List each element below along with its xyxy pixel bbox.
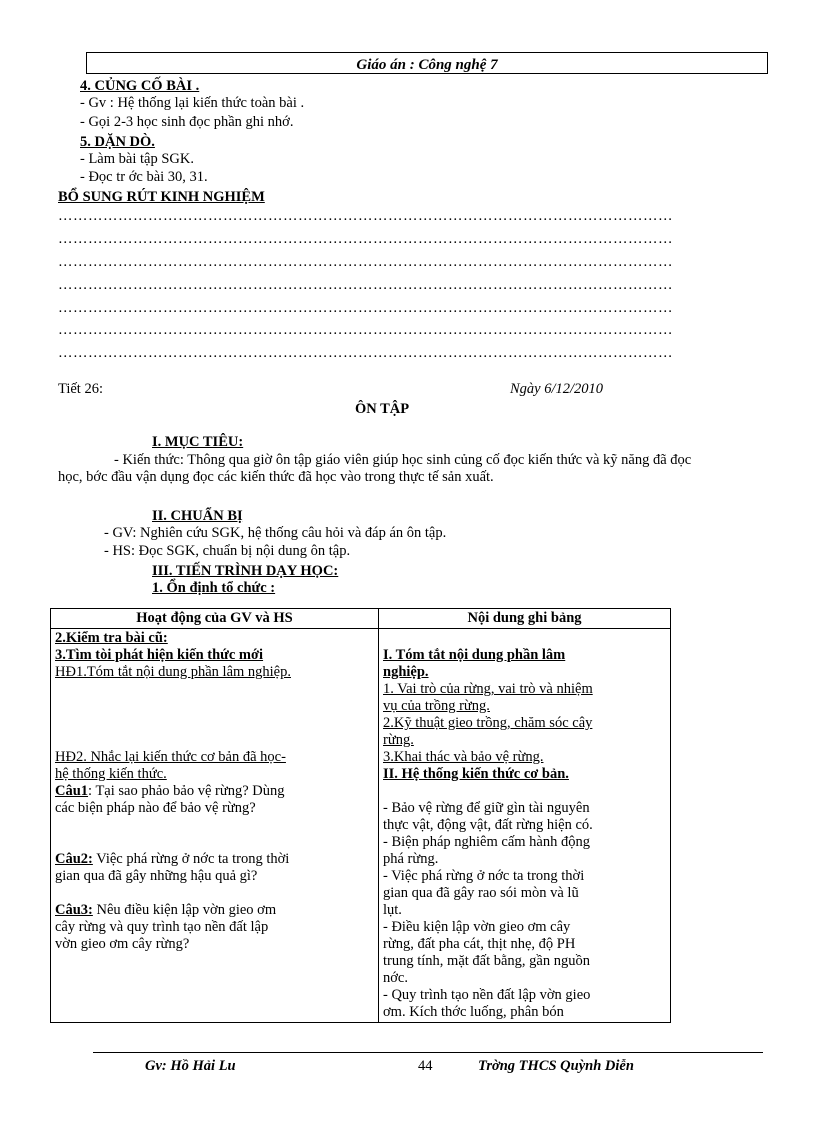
footer-divider bbox=[93, 1052, 763, 1053]
hd1-label: HĐ1.Tóm tắt nội dung phần lâm nghiệp. bbox=[55, 664, 291, 680]
lesson-number: Tiết 26: bbox=[58, 381, 103, 397]
table-header-row bbox=[51, 609, 671, 629]
section1-heading-2: nghiệp. bbox=[383, 664, 429, 680]
chuan-bi-item-2: - HS: Đọc SGK, chuẩn bị nội dung ôn tập. bbox=[104, 543, 351, 559]
answer5-line-1: - Quy trình tạo nền đất lập vờn gieo bbox=[383, 987, 591, 1003]
table-row bbox=[51, 629, 671, 1023]
dan-do-item-2: - Đọc tr ớc bài 30, 31. bbox=[80, 169, 208, 185]
tien-trinh-heading: III. TIẾN TRÌNH DẠY HỌC: bbox=[152, 563, 339, 579]
muc-tieu-heading: I. MỤC TIÊU: bbox=[152, 434, 244, 450]
answer3-line-2: gian qua đã gây rao sói mòn và lũ bbox=[383, 885, 579, 901]
cau1-label: Câu1 bbox=[55, 783, 89, 799]
cau1-text: : Tại sao phảo bảo vệ rừng? Dùng bbox=[88, 783, 285, 799]
cau2-line-2: gian qua đã gây những hậu quả gì? bbox=[55, 868, 258, 884]
item1-line-1: 1. Vai trò của rừng, vai trò và nhiệm bbox=[383, 681, 593, 697]
answer3-line-1: - Việc phá rừng ở nớc ta trong thời bbox=[383, 868, 585, 884]
section1-heading-1: I. Tóm tắt nội dung phần lâm bbox=[383, 647, 566, 663]
cung-co-heading: 4. CỦNG CỐ BÀI . bbox=[80, 78, 200, 94]
answer3-line-3: lụt. bbox=[383, 902, 402, 918]
dan-do-item-1: - Làm bài tập SGK. bbox=[80, 151, 194, 167]
cau3-line-3: vờn gieo ơm cây rừng? bbox=[55, 936, 190, 952]
section2-heading: II. Hệ thống kiến thức cơ bản. bbox=[383, 766, 569, 782]
dan-do-heading: 5. DẶN DÒ. bbox=[80, 134, 155, 150]
dotted-line-5: …………………………………………………………………………………………………………… bbox=[58, 300, 673, 316]
activity-cell bbox=[51, 629, 379, 1023]
footer-school: Trờng THCS Quỳnh Diễn bbox=[478, 1058, 634, 1074]
tim-toi-label: 3.Tìm tòi phát hiện kiến thức mới bbox=[55, 647, 264, 663]
answer2-line-2: phá rừng. bbox=[383, 851, 439, 867]
chuan-bi-item-1: - GV: Nghiên cứu SGK, hệ thống câu hỏi và đáp án ôn tập. bbox=[104, 525, 447, 541]
muc-tieu-text: - Kiến thức: Thông qua giờ ôn tập giáo viên giúp học sinh củng cố đọc kiến thức và kỹ năng đã đọc học, bớc đầu vận dụng đọc các kiến thức đã học vào trong thực tế sản xuất. bbox=[58, 452, 692, 485]
answer2-line-1: - Biện pháp nghiêm cấm hành động bbox=[383, 834, 590, 850]
dotted-line-2: …………………………………………………………………………………………………………… bbox=[58, 231, 673, 247]
item2-line-2: rừng. bbox=[383, 732, 414, 748]
col-content-header: Nội dung ghi bảng bbox=[379, 609, 671, 629]
dotted-line-4: …………………………………………………………………………………………………………… bbox=[58, 277, 673, 293]
on-dinh-to-chuc: 1. Ổn định tổ chức : bbox=[152, 580, 276, 596]
bo-sung-heading: BỔ SUNG RÚT KINH NGHIỆM bbox=[58, 189, 265, 205]
cau1-line-2: các biện pháp nào để bảo vệ rừng? bbox=[55, 800, 256, 816]
kiem-tra-label: 2.Kiểm tra bài cũ: bbox=[55, 630, 168, 646]
page-header-title: Giáo án : Công nghệ 7 bbox=[356, 57, 498, 73]
answer4-line-2: rừng, đất pha cát, thịt nhẹ, độ PH bbox=[383, 936, 576, 952]
chuan-bi-heading: II. CHUẨN BỊ bbox=[152, 508, 243, 524]
answer5-line-2: ơm. Kích thớc luống, phân bón bbox=[383, 1004, 564, 1020]
item1-line-2: vụ của trồng rừng. bbox=[383, 698, 490, 714]
answer4-line-3: trung tính, mặt đất bằng, gần nguồn bbox=[383, 953, 590, 969]
cau3-line-1 bbox=[55, 902, 374, 919]
page-number: 44 bbox=[418, 1058, 433, 1074]
col-activity-header: Hoạt động của GV và HS bbox=[51, 609, 379, 629]
cung-co-item-2: - Gọi 2-3 học sinh đọc phần ghi nhớ. bbox=[80, 114, 294, 130]
lesson-title: ÔN TẬP bbox=[355, 401, 410, 417]
lesson-table bbox=[50, 608, 671, 1023]
cau2-label: Câu2: bbox=[55, 851, 93, 867]
answer4-line-1: - Điều kiện lập vờn gieo ơm cây bbox=[383, 919, 571, 935]
item3-line: 3.Khai thác và bảo vệ rừng. bbox=[383, 749, 544, 765]
answer4-line-4: nớc. bbox=[383, 970, 408, 986]
cau2-line-1 bbox=[55, 851, 374, 868]
content-cell bbox=[379, 629, 671, 1023]
answer1-line-1: - Bảo vệ rừng để giữ gìn tài nguyên bbox=[383, 800, 590, 816]
dotted-line-7: …………………………………………………………………………………………………………… bbox=[58, 345, 673, 361]
cau3-label: Câu3: bbox=[55, 902, 93, 918]
cau3-text: Nêu điều kiện lập vờn gieo ơm bbox=[92, 902, 277, 918]
item2-line-1: 2.Kỹ thuật gieo trồng, chăm sóc cây bbox=[383, 715, 593, 731]
footer-author: Gv: Hồ Hải Lu bbox=[145, 1058, 236, 1074]
hd2-line-1: HĐ2. Nhắc lại kiến thức cơ bản đã học- bbox=[55, 749, 286, 765]
cau3-line-2: cây rừng và quy trình tạo nền đất lập bbox=[55, 919, 269, 935]
lesson-date: Ngày 6/12/2010 bbox=[510, 381, 604, 397]
hd2-line-2: hệ thống kiến thức. bbox=[55, 766, 167, 782]
cung-co-item-1: - Gv : Hệ thống lại kiến thức toàn bài . bbox=[80, 95, 305, 111]
cau1-line-1 bbox=[55, 783, 374, 800]
dotted-line-1: …………………………………………………………………………………………………………… bbox=[58, 208, 673, 224]
dotted-line-3: …………………………………………………………………………………………………………… bbox=[58, 254, 673, 270]
cau2-text: Việc phá rừng ở nớc ta trong thời bbox=[92, 851, 290, 867]
page-header-box bbox=[86, 52, 768, 74]
dotted-line-6: …………………………………………………………………………………………………………… bbox=[58, 322, 673, 338]
answer1-line-2: thực vật, động vật, đất rừng hiện có. bbox=[383, 817, 593, 833]
